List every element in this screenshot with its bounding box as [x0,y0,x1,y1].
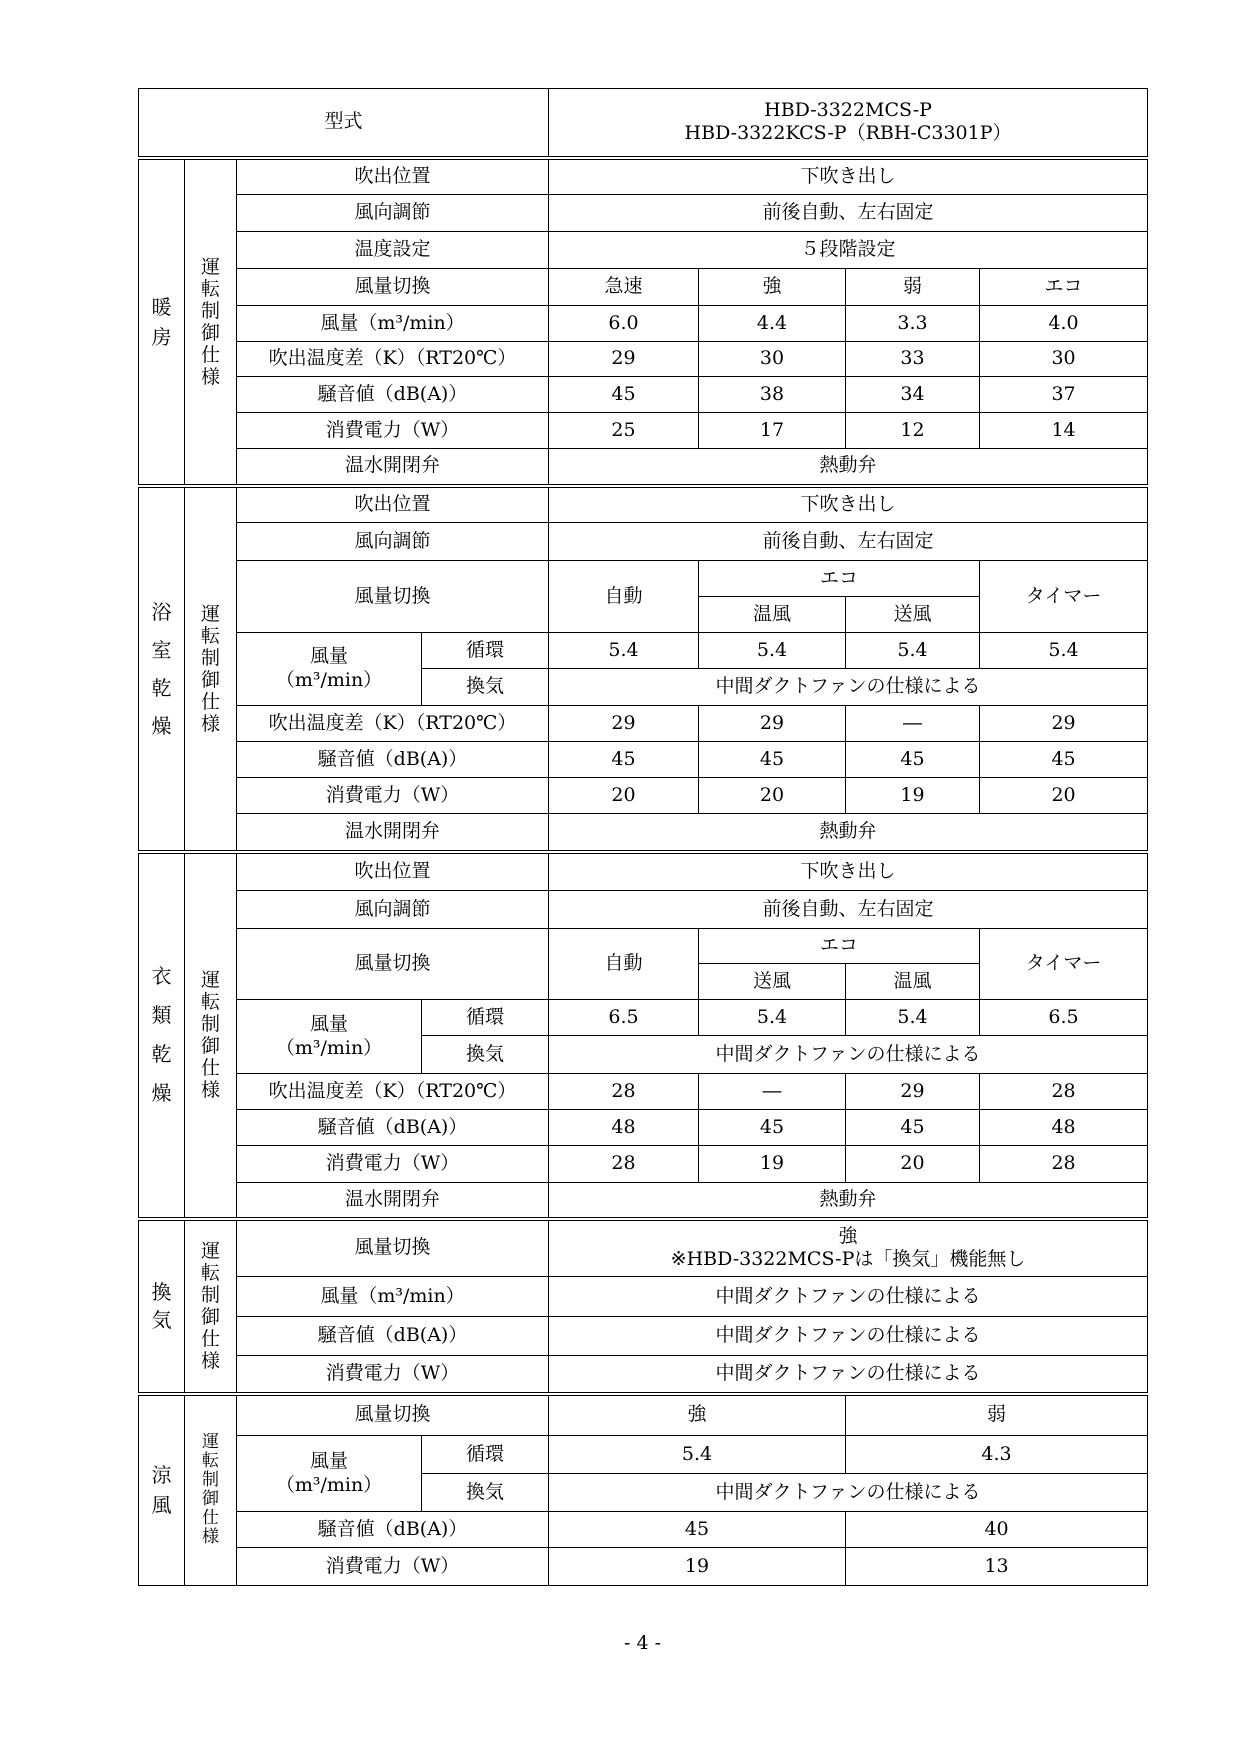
heating-noise-row [139,377,1148,413]
circulation-value: 5.4 [980,633,1148,669]
noise-value: 45 [699,742,846,778]
mode-label: 風量切換 [237,1394,549,1436]
eco-submode: 送風 [846,597,980,633]
section-cell-heating [139,158,185,486]
circulation-value: 4.3 [846,1436,1148,1474]
noise-value: 45 [549,742,699,778]
airflow-label-text: 風量 [309,645,348,668]
mode-name: 強 [549,1394,846,1436]
group-cell-heating [185,158,237,486]
group-name-bath-drying: 運転制御仕様 [200,602,220,735]
mode-eco: エコ [699,561,980,597]
group-name-clothes-drying: 運転制御仕様 [200,969,220,1101]
temp-diff-value: 29 [699,706,846,742]
bath-valve-row [139,814,1148,852]
power-label: 消費電力（W） [237,1548,549,1586]
circulation-label: 循環 [422,633,549,669]
vent-mode-row [139,1219,1148,1277]
noise-label: 騒音値（dB(A)） [237,1110,549,1146]
mode-name: 強 [838,1224,858,1247]
circulation-value: 6.5 [980,1000,1148,1036]
temp-diff-value: 30 [699,342,846,377]
circulation-value: 5.4 [699,1000,846,1036]
group-name-cool-breeze: 運転制御仕様 [202,1432,219,1548]
ventilation-value: 中間ダクトファンの仕様による [549,1474,1148,1512]
mode-timer: タイマー [980,561,1148,633]
heating-temp-diff-row [139,342,1148,377]
bath-circulation-row [139,633,1148,669]
noise-value: 中間ダクトファンの仕様による [549,1317,1148,1356]
heating-power-row [139,413,1148,449]
section-cell-bath-drying [139,486,185,852]
noise-value: 45 [549,1512,846,1548]
direction-value: 前後自動、左右固定 [549,195,1148,232]
spec-table-body [139,89,1148,1586]
temp-diff-value: 30 [980,342,1148,377]
mode-name: 強 [699,269,846,306]
temp-diff-label: 吹出温度差（K）（RT20℃） [237,1074,549,1110]
noise-label: 騒音値（dB(A)） [237,1317,549,1356]
power-value: 17 [699,413,846,449]
power-value: 14 [980,413,1148,449]
mode-name: 弱 [846,269,980,306]
eco-submode: 温風 [699,597,846,633]
temp-diff-value: 29 [980,706,1148,742]
circulation-value: 6.5 [549,1000,699,1036]
circulation-label: 循環 [422,1000,549,1036]
mode-value [549,1219,1148,1277]
direction-label: 風向調節 [237,891,549,929]
valve-value: 熱動弁 [549,814,1148,852]
noise-value: 34 [846,377,980,413]
noise-value: 38 [699,377,846,413]
noise-value: 37 [980,377,1148,413]
clothes-direction-row [139,891,1148,929]
power-value: 20 [846,1146,980,1183]
vent-power-row [139,1356,1148,1394]
spec-table [138,88,1148,1586]
model-name-1: HBD-3322MCS-P [764,98,932,121]
temp-setting-value: ５段階設定 [549,232,1148,269]
temp-setting-label: 温度設定 [237,232,549,269]
mode-name: エコ [980,269,1148,306]
airflow-unit: （m³/min） [275,669,383,691]
power-value: 20 [699,778,846,814]
power-value: 20 [980,778,1148,814]
power-value: 中間ダクトファンの仕様による [549,1356,1148,1394]
group-cell-ventilation [185,1219,237,1394]
section-name-clothes-drying: 衣類乾燥 [151,964,172,1105]
ventilation-value: 中間ダクトファンの仕様による [549,1036,1148,1074]
group-name-ventilation: 運転制御仕様 [200,1240,220,1372]
direction-value: 前後自動、左右固定 [549,891,1148,929]
airflow-value: 4.4 [699,306,846,342]
bath-power-row [139,778,1148,814]
mode-label: 風量切換 [237,929,549,1000]
noise-value: 45 [846,742,980,778]
bath-outlet-row [139,486,1148,523]
temp-diff-value: 29 [846,1074,980,1110]
model-label: 型式 [139,89,549,158]
model-row [139,89,1148,158]
outlet-label: 吹出位置 [237,852,549,891]
temp-diff-value: 33 [846,342,980,377]
airflow-label-text: 風量 [309,1012,348,1035]
outlet-label: 吹出位置 [237,486,549,523]
airflow-label [237,633,422,706]
mode-label: 風量切換 [237,269,549,306]
group-cell-bath-drying [185,486,237,852]
airflow-unit: （m³/min） [275,1036,383,1059]
section-name-heating: 暖房 [151,294,172,349]
bath-direction-row [139,523,1148,561]
temp-diff-value: 28 [980,1074,1148,1110]
mode-auto: 自動 [549,929,699,1000]
direction-label: 風向調節 [237,523,549,561]
direction-label: 風向調節 [237,195,549,232]
airflow-value: 6.0 [549,306,699,342]
cool-circulation-row [139,1436,1148,1474]
noise-value: 45 [699,1110,846,1146]
airflow-label [237,1436,422,1512]
section-name-cool-breeze: 涼風 [151,1463,172,1518]
heating-outlet-row [139,158,1148,195]
airflow-value: 4.0 [980,306,1148,342]
temp-diff-value: ― [846,706,980,742]
noise-value: 40 [846,1512,1148,1548]
mode-name: 弱 [846,1394,1148,1436]
temp-diff-value: 28 [549,1074,699,1110]
section-name-ventilation: 換気 [151,1280,172,1332]
ventilation-label: 換気 [422,1036,549,1074]
heating-valve-row [139,449,1148,486]
valve-label: 温水開閉弁 [237,814,549,852]
section-cell-clothes-drying [139,852,185,1219]
circulation-value: 5.4 [549,633,699,669]
group-cell-cool-breeze [185,1394,237,1586]
circulation-value: 5.4 [846,1000,980,1036]
power-value: 13 [846,1548,1148,1586]
temp-diff-label: 吹出温度差（K）（RT20℃） [237,706,549,742]
noise-value: 45 [980,742,1148,778]
power-value: 19 [846,778,980,814]
direction-value: 前後自動、左右固定 [549,523,1148,561]
power-value: 28 [980,1146,1148,1183]
airflow-label-text: 風量 [309,1449,348,1472]
cool-mode-row [139,1394,1148,1436]
heating-airflow-row [139,306,1148,342]
mode-label: 風量切換 [237,561,549,633]
power-label: 消費電力（W） [237,1356,549,1394]
mode-eco: エコ [699,929,980,964]
airflow-label [237,1000,422,1074]
outlet-label: 吹出位置 [237,158,549,195]
valve-value: 熱動弁 [549,1183,1148,1219]
bath-temp-diff-row [139,706,1148,742]
mode-name: 急速 [549,269,699,306]
page-number: - 4 - [623,1632,661,1654]
heating-direction-row [139,195,1148,232]
group-cell-clothes-drying [185,852,237,1219]
airflow-label: 風量（m³/min） [237,1277,549,1317]
noise-value: 45 [846,1110,980,1146]
noise-label: 騒音値（dB(A)） [237,1512,549,1548]
valve-label: 温水開閉弁 [237,1183,549,1219]
heating-mode-row [139,269,1148,306]
section-cell-ventilation [139,1219,185,1394]
cool-power-row [139,1548,1148,1586]
vent-airflow-row [139,1277,1148,1317]
vent-noise-row [139,1317,1148,1356]
heating-temp-setting-row [139,232,1148,269]
model-names [549,89,1148,158]
clothes-mode-row [139,929,1148,964]
noise-value: 45 [549,377,699,413]
power-value: 25 [549,413,699,449]
airflow-label: 風量（m³/min） [237,306,549,342]
outlet-value: 下吹き出し [549,158,1148,195]
power-label: 消費電力（W） [237,1146,549,1183]
clothes-circulation-row [139,1000,1148,1036]
power-value: 28 [549,1146,699,1183]
airflow-value: 中間ダクトファンの仕様による [549,1277,1148,1317]
noise-value: 48 [980,1110,1148,1146]
section-name-bath-drying: 浴室乾燥 [151,599,172,738]
ventilation-label: 換気 [422,669,549,706]
cool-noise-row [139,1512,1148,1548]
outlet-value: 下吹き出し [549,486,1148,523]
temp-diff-label: 吹出温度差（K）（RT20℃） [237,342,549,377]
clothes-valve-row [139,1183,1148,1219]
circulation-label: 循環 [422,1436,549,1474]
clothes-noise-row [139,1110,1148,1146]
mode-label: 風量切換 [237,1219,549,1277]
power-value: 20 [549,778,699,814]
power-value: 19 [699,1146,846,1183]
airflow-value: 3.3 [846,306,980,342]
noise-value: 48 [549,1110,699,1146]
temp-diff-value: ― [699,1074,846,1110]
power-value: 12 [846,413,980,449]
mode-timer: タイマー [980,929,1148,1000]
temp-diff-value: 29 [549,342,699,377]
clothes-temp-diff-row [139,1074,1148,1110]
valve-label: 温水開閉弁 [237,449,549,486]
outlet-value: 下吹き出し [549,852,1148,891]
power-label: 消費電力（W） [237,778,549,814]
section-cell-cool-breeze [139,1394,185,1586]
ventilation-label: 換気 [422,1474,549,1512]
bath-noise-row [139,742,1148,778]
model-name-2: HBD-3322KCS-P（RBH-C3301P） [684,122,1012,145]
valve-value: 熱動弁 [549,449,1148,486]
power-label: 消費電力（W） [237,413,549,449]
circulation-value: 5.4 [549,1436,846,1474]
temp-diff-value: 29 [549,706,699,742]
ventilation-value: 中間ダクトファンの仕様による [549,669,1148,706]
circulation-value: 5.4 [846,633,980,669]
clothes-outlet-row [139,852,1148,891]
noise-label: 騒音値（dB(A)） [237,742,549,778]
airflow-unit: （m³/min） [275,1473,383,1496]
bath-mode-row [139,561,1148,597]
mode-auto: 自動 [549,561,699,633]
eco-submode: 送風 [699,964,846,1000]
power-value: 19 [549,1548,846,1586]
eco-submode: 温風 [846,964,980,1000]
mode-note: ※HBD-3322MCS-Pは「換気」機能無し [670,1248,1026,1271]
group-name-heating: 運転制御仕様 [200,255,220,388]
clothes-power-row [139,1146,1148,1183]
noise-label: 騒音値（dB(A)） [237,377,549,413]
circulation-value: 5.4 [699,633,846,669]
